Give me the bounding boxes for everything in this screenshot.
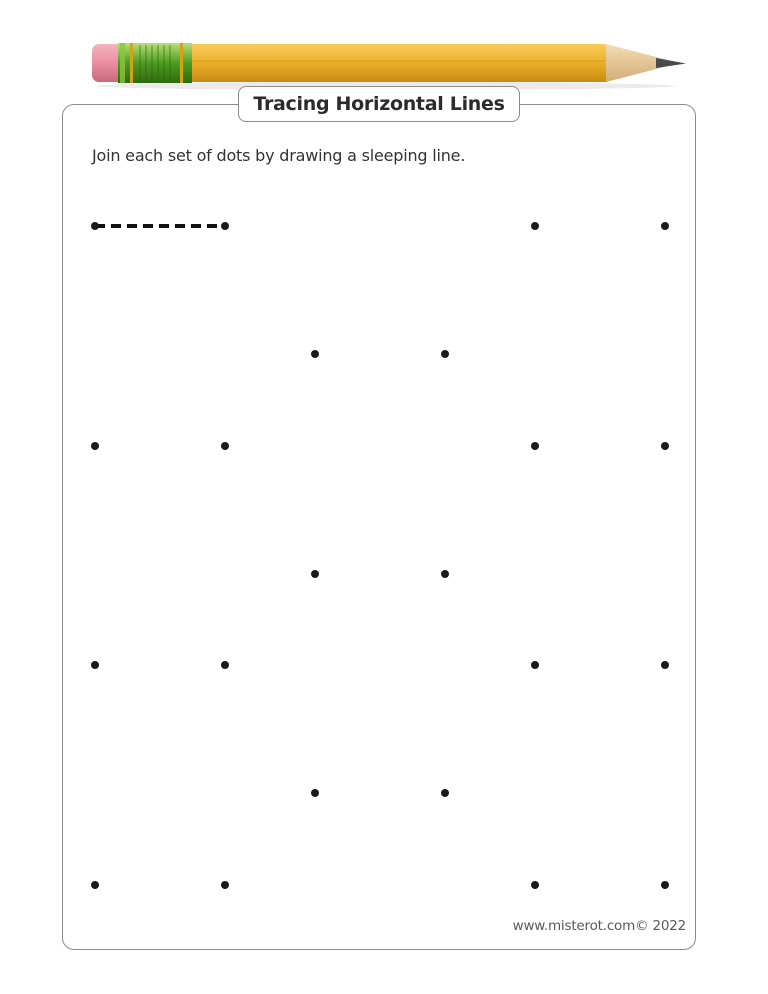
copyright-footer: www.misterot.com© 2022 [512, 918, 686, 934]
worksheet-frame [62, 104, 696, 950]
pencil-icon [86, 36, 690, 92]
worksheet-title: Tracing Horizontal Lines [238, 86, 520, 122]
instructions-text: Join each set of dots by drawing a sleeping line. [92, 146, 466, 165]
